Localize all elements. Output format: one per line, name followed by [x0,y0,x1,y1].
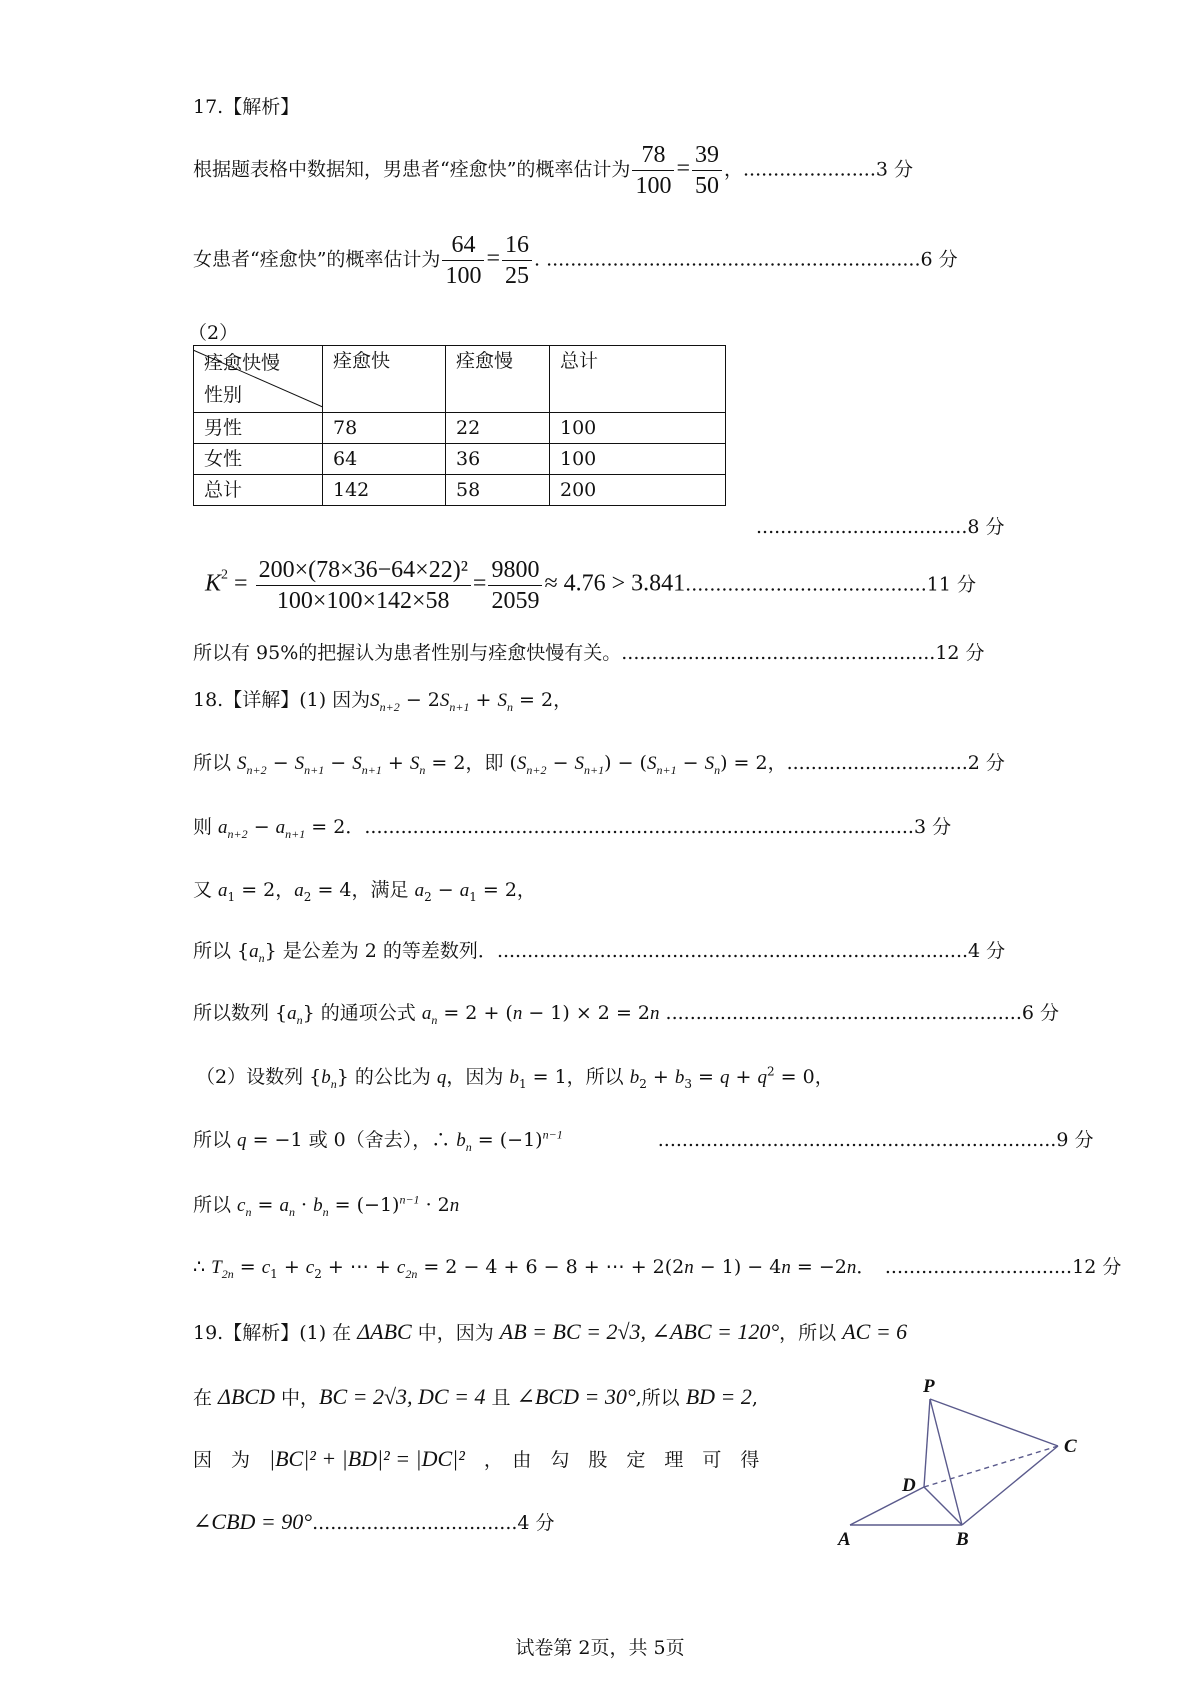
pyramid-figure [830,1375,1090,1550]
p19-line-3: ∠CBD = 90°..................................4 分 [193,1509,555,1534]
column-header: 总计 [550,346,726,413]
page-footer: 试卷第 2页，共 5页 [515,1637,685,1659]
p17-conclusion: 所以有 95%的把握认为患者性别与痊愈快慢有关。....................................................12 分 [193,642,985,664]
contingency-table [193,345,726,506]
p18-heading: 18.【详解】(1) 因为$S_{n+2} - 2S_{n+1} + S_n = 2$， [193,689,573,714]
score-8: ...................................8 分 [756,516,1005,538]
p17-heading: 17.【解析】 [193,96,300,118]
table-row: 男性 78 22 100 [194,413,726,444]
p18-line-5: 所以数列 $\{a_n\}$ 的通项公式 $a_n = 2 + (n - 1) \times 2 = 2n$ ...........................................................6 分 [193,1002,1060,1027]
label-P: P [923,1376,935,1397]
diagonal-header-cell [194,346,322,412]
label-A: A [838,1529,851,1550]
p18-line-3: 又 $a_1 = 2$，$a_2 = 4$，满足 $a_2 - a_1 = 2$， [193,879,536,904]
p17-line1: 根据题表格中数据知，男患者“痊愈快”的概率估计为 $\frac{78}{100}$ = $\frac{39}{50}$ ，......................3 分 [193,142,913,199]
label-D: D [902,1475,916,1496]
p18-line-4: 所以 $\{a_n\}$ 是公差为 2 的等差数列．..............................................................................4 分 [193,940,1006,965]
column-header: 痊愈慢 [446,346,550,413]
p17-line2: 女患者“痊愈快”的概率估计为 $\frac{64}{100}$ = $\frac{16}{25}$ . ..............................................................6 分 [193,232,958,289]
p18-line-9: ∴ $T_{2n} = c_1 + c_2$ + ⋯ + $c_{2n} = 2 - 4 + 6 - 8$ + ⋯ + 2(2n − 1) − 4n = −2n． ...............................12 分 [193,1256,1122,1281]
header-bottom-label: 性别 [204,384,243,406]
header-top-label: 痊愈快慢 [204,352,281,374]
p19-line-2: 因 为 |BC|² + |BD|² = |DC|² ， 由 勾 股 定 理 可 得 [193,1446,760,1471]
label-B: B [956,1529,969,1550]
p18-line-8: 所以 $c_n = a_n \cdot b_n = (-1)^{n-1} \cdot 2n$ [193,1192,460,1219]
k-squared-formula: $K^2$ = $\frac{\text{200×(78×36−64×22)²}}{100\times 100\times 142\times 58}$ = $\frac{9800}{2059}$ ≈ 4.76 > 3.841........................................11 分 [205,557,976,614]
p18-line-6: （2）设数列 $\{b_n\}$ 的公比为 q，因为 $b_1 = 1$，所以 $b_2 + b_3 = q + q^2 = 0$， [196,1064,834,1091]
p18-line-1: 所以 $S_{n+2} - S_{n+1} - S_{n+1} + S_n = 2$，即 $(S_{n+2} - S_{n+1}) - (S_{n+1} - S_n) = 2$，..............................2 分 [193,752,1005,777]
column-header: 痊愈快 [323,346,446,413]
p18-line-7: 所以 q = −1 或 0（舍去），∴ $b_n = (-1)^{n-1}$ ..................................................................9 分 [193,1127,1094,1154]
p19-line-1: 在 ΔBCD 中，BC = 2√3, DC = 4 且 ∠BCD = 30°,所以 BD = 2, [193,1384,758,1409]
table-row: 女性 64 36 100 [194,444,726,475]
label-C: C [1064,1436,1077,1457]
p18-line-2: 则 $a_{n+2} - a_{n+1} = 2$．...........................................................................................3 分 [193,816,952,841]
table-row: 总计 142 58 200 [194,475,726,506]
p17-part2-label: （2） [188,322,239,344]
p19-heading: 19.【解析】(1) 在 ΔABC 中，因为 AB = BC = 2√3, ∠ABC = 120°，所以 AC = 6 [193,1319,908,1344]
